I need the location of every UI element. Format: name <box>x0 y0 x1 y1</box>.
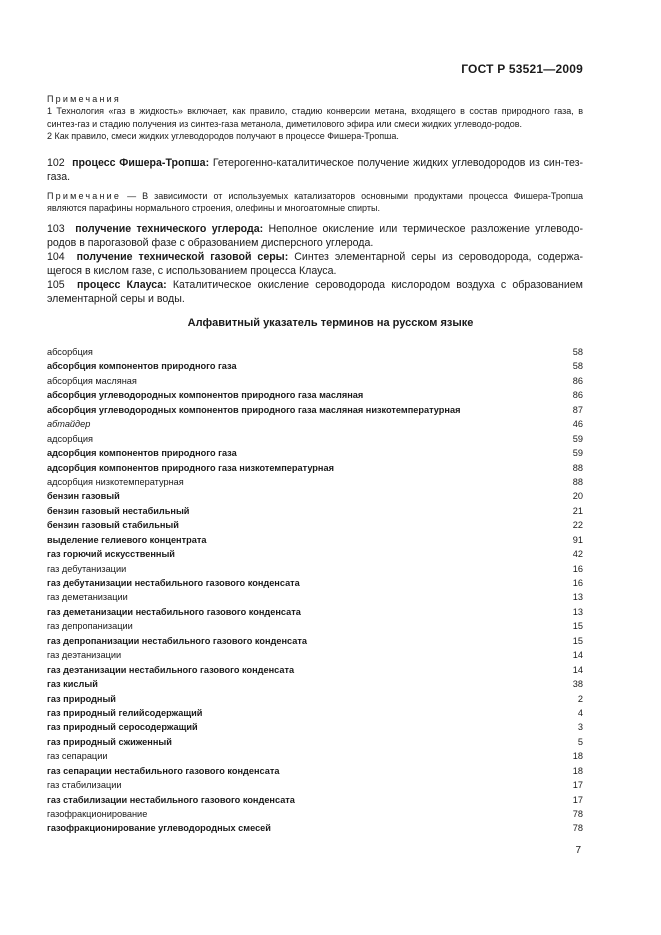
index-page-ref: 58 <box>572 361 583 372</box>
definition-number: 102 <box>47 157 65 169</box>
definition-number: 103 <box>47 223 65 235</box>
index-page-ref: 4 <box>577 707 583 718</box>
index-entry <box>47 347 583 361</box>
index-page-ref: 18 <box>572 765 583 776</box>
index-page-ref: 15 <box>572 621 583 632</box>
index-entry <box>47 809 583 823</box>
index-page-ref: 22 <box>572 520 583 531</box>
index-page-ref: 59 <box>572 448 583 459</box>
index-term: бензин газовый <box>47 491 120 502</box>
index-title: Алфавитный указатель терминов на русском языке <box>187 317 474 329</box>
index-term: абсорбция углеводородных компонентов природного газа масляная низкотемпературная <box>47 404 461 415</box>
index-entry <box>47 737 583 751</box>
index-page-ref: 46 <box>572 419 583 430</box>
index-term: абсорбция масляная <box>47 375 137 386</box>
index-entry <box>47 491 583 505</box>
definition-term: процесс Клауса: <box>77 279 167 291</box>
index-page-ref: 78 <box>572 809 583 819</box>
index-term: газ природный серосодержащий <box>47 722 198 733</box>
index-term: газ кислый <box>47 679 98 690</box>
index-page-ref: 59 <box>572 433 583 444</box>
definition-102 <box>47 156 583 184</box>
index-entry <box>47 694 583 708</box>
index-term: газ сепарации нестабильного газового конденсата <box>47 765 280 776</box>
index-term: газофракционирование углеводородных смесей <box>47 823 271 834</box>
index-term: адсорбция низкотемпературная <box>47 476 184 487</box>
index-page-ref: 20 <box>572 491 583 502</box>
index-term: абсорбция компонентов природного газа <box>47 361 237 372</box>
index-page-ref: 14 <box>572 664 583 675</box>
index-entry <box>47 679 583 693</box>
index-term: газ природный сжиженный <box>47 736 172 747</box>
index-entry <box>47 506 583 520</box>
index-term: газ деэтанизации нестабильного газового конденсата <box>47 664 295 675</box>
note-label: Примечание <box>47 191 122 201</box>
notes-block <box>47 93 583 142</box>
index-page-ref: 16 <box>572 563 583 574</box>
index-entry <box>47 665 583 679</box>
index-term: газ дебутанизации нестабильного газового конденсата <box>47 578 300 588</box>
index-term: газ горючий искусственный <box>47 549 175 560</box>
index-entry <box>47 621 583 635</box>
index-term: газ сепарации <box>47 751 108 762</box>
index-page-ref: 42 <box>572 549 583 560</box>
definition-term: получение технического углерода: <box>75 223 264 235</box>
index-term: газ депропанизации <box>47 621 133 632</box>
index-entry <box>47 592 583 606</box>
index-page-ref: 86 <box>572 375 583 386</box>
index-term: газ деметанизации нестабильного газового конденсата <box>47 606 301 617</box>
index-term: бензин газовый нестабильный <box>47 505 190 516</box>
index-entry <box>47 607 583 621</box>
index-term: газ деметанизации <box>47 592 128 603</box>
standard-number: ГОСТ Р 53521—2009 <box>461 62 583 76</box>
index-page-ref: 14 <box>572 650 583 661</box>
index-term: адсорбция компонентов природного газа низкотемпературная <box>47 462 334 473</box>
definition-104 <box>47 250 583 278</box>
definition-text: Неполное окисление или термическое разложение углеводо-родов в парогазовой фазе с образованием дисперсного углерода. <box>47 223 584 249</box>
index-term: адсорбция <box>47 433 94 444</box>
index-entry <box>47 780 583 794</box>
index-entry <box>47 448 583 462</box>
index-entry <box>47 823 583 837</box>
definition-number: 105 <box>47 279 65 291</box>
index-page-ref: 3 <box>577 722 583 733</box>
index-term: абтайдер <box>47 419 91 430</box>
index-entry <box>47 405 583 419</box>
index-page-ref: 15 <box>572 635 583 646</box>
index-page-ref: 38 <box>572 679 583 690</box>
index-page-ref: 58 <box>572 347 583 357</box>
index-page-ref: 18 <box>572 751 583 762</box>
index-list <box>47 347 583 838</box>
definitions-block <box>47 222 583 306</box>
index-page-ref: 16 <box>572 578 583 588</box>
index-term: газ депропанизации нестабильного газового конденсата <box>47 635 307 646</box>
definition-103 <box>47 222 583 250</box>
index-entry <box>47 708 583 722</box>
index-term: газофракционирование <box>47 809 148 819</box>
definition-text: Гетерогенно-каталитическое получение жидких углеводородов из син-тез-газа. <box>47 157 583 183</box>
index-entry <box>47 795 583 809</box>
index-entry <box>47 722 583 736</box>
index-page-ref: 13 <box>572 606 583 617</box>
index-term: газ природный гелийсодержащий <box>47 707 203 718</box>
notes-heading: Примечания <box>47 94 121 104</box>
index-entry <box>47 361 583 375</box>
index-term: бензин газовый стабильный <box>47 520 179 531</box>
index-entry <box>47 520 583 534</box>
index-entry <box>47 434 583 448</box>
index-page-ref: 91 <box>572 534 583 545</box>
index-entry <box>47 463 583 477</box>
index-entry <box>47 564 583 578</box>
index-term: газ дебутанизации <box>47 563 127 574</box>
index-term: выделение гелиевого концентрата <box>47 534 207 545</box>
index-page-ref: 5 <box>577 736 583 747</box>
index-entry <box>47 535 583 549</box>
note-item: 2 Как правило, смеси жидких углеводородов получают в процессе Фишера-Тропша. <box>47 130 399 141</box>
index-entry <box>47 390 583 404</box>
definition-text: Синтез элементарной серы из сероводорода, содержа-щегося в кислом газе, с использованием процесса Клауса. <box>47 251 584 277</box>
index-term: адсорбция компонентов природного газа <box>47 448 237 459</box>
definition-term: процесс Фишера-Тропша: <box>72 157 210 169</box>
index-page-ref: 88 <box>572 476 583 487</box>
index-term: газ стабилизации нестабильного газового конденсата <box>47 794 295 805</box>
index-page-ref: 86 <box>572 390 583 401</box>
index-entry <box>47 751 583 765</box>
definition-text: Каталитическое окисление сероводорода кислородом воздуха с образованием элементарной серы и воды. <box>47 279 583 305</box>
note-text: — В зависимости от используемых катализаторов основными продуктами процесса Фишера-Тропша являются парафины нормального строения, олефины и многоатомные спирты. <box>47 191 583 214</box>
index-term: газ природный <box>47 693 116 704</box>
index-term: абсорбция <box>47 347 93 357</box>
index-entry <box>47 549 583 563</box>
definition-note <box>47 190 583 215</box>
index-entry <box>47 650 583 664</box>
definition-number: 104 <box>47 251 65 263</box>
index-page-ref: 21 <box>572 505 583 516</box>
index-term: газ деэтанизации <box>47 650 122 661</box>
page-number: 7 <box>575 845 581 856</box>
index-page-ref: 13 <box>572 592 583 603</box>
index-entry <box>47 477 583 491</box>
index-term: абсорбция углеводородных компонентов природного газа масляная <box>47 390 364 401</box>
index-page-ref: 17 <box>572 794 583 805</box>
definition-105 <box>47 278 583 306</box>
index-term: газ стабилизации <box>47 780 122 791</box>
definition-term: получение технической газовой серы: <box>76 251 289 263</box>
index-entry <box>47 419 583 433</box>
index-entry <box>47 766 583 780</box>
index-entry <box>47 376 583 390</box>
index-page-ref: 88 <box>572 462 583 473</box>
index-page-ref: 78 <box>572 823 583 834</box>
index-entry <box>47 636 583 650</box>
index-page-ref: 87 <box>572 404 583 415</box>
note-item: 1 Технология «газ в жидкость» включает, как правило, стадию конверсии метана, входящего в состав природного газа, в синтез-газ и стадию получения из синтез-газа метанола, диметилового эфира или смеси жидких углеводо-родов. <box>47 106 583 129</box>
index-entry <box>47 578 583 592</box>
index-page-ref: 2 <box>577 693 583 704</box>
index-page-ref: 17 <box>572 780 583 791</box>
